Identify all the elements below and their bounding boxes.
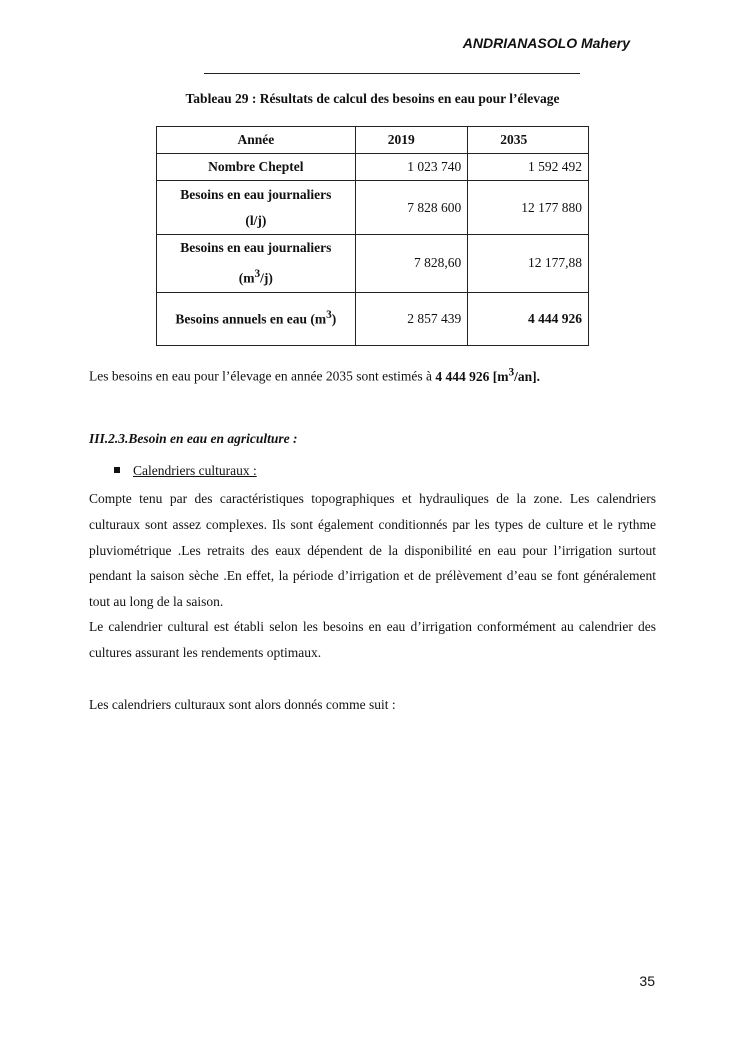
- bullet-item: [114, 463, 257, 479]
- summary-value-suffix: /an].: [514, 368, 541, 384]
- header-rule: [204, 73, 580, 74]
- table-row: [157, 154, 589, 181]
- table-caption-text: Tableau 29 : Résultats de calcul des besoins en eau pour l’élevage: [185, 91, 560, 106]
- summary-line: [89, 366, 540, 385]
- livestock-water-table: [156, 126, 589, 346]
- table-row: [157, 181, 589, 235]
- cell-value-2019: 2 857 439: [355, 292, 468, 345]
- row-label: [157, 235, 356, 293]
- row-label-line2: (l/j): [245, 212, 267, 228]
- table-row: [157, 292, 589, 345]
- cell-value-2019: 7 828 600: [355, 181, 468, 235]
- paragraph: Compte tenu par des caractéristiques topographiques et hydrauliques de la zone. Les calendriers culturaux sont assez complexes. Ils sont également conditionnés par les types de culture et le rythme pluviométrique .Les retraits des eaux dépendent de la disponibilité en eau pour l’irrigation surtout pendant la saison sèche .En effet, la période d’irrigation et de prélèvement d’eau se font généralement tout au long de la saison.: [89, 491, 656, 610]
- table-caption: [0, 91, 745, 107]
- paragraph: Le calendrier cultural est établi selon les besoins en eau d’irrigation conformément au calendrier des cultures assurant les rendements optimaux.: [89, 619, 656, 660]
- cell-value-2035: 1 592 492: [468, 154, 589, 181]
- unit-superscript: 3: [254, 268, 261, 280]
- cell-value-2035: 4 444 926: [468, 292, 589, 345]
- row-label-line2: [163, 261, 349, 292]
- header-cell-2035: 2035: [468, 127, 589, 154]
- label-suffix: ): [331, 311, 337, 327]
- cell-value-2035: 12 177 880: [468, 181, 589, 235]
- header-cell-2019: 2019: [355, 127, 468, 154]
- bullet-text: Calendriers culturaux :: [133, 463, 257, 478]
- page-number: 35: [639, 973, 655, 989]
- paragraph: Les calendriers culturaux sont alors donnés comme suit :: [89, 697, 396, 712]
- cell-value-2019: 7 828,60: [355, 235, 468, 293]
- cell-value-2019: 1 023 740: [355, 154, 468, 181]
- summary-value: [435, 366, 541, 384]
- square-bullet-icon: [114, 467, 120, 473]
- unit-prefix: (m: [238, 270, 255, 286]
- row-label: [157, 181, 356, 235]
- summary-value-superscript: 3: [508, 366, 515, 378]
- row-label: Nombre Cheptel: [157, 154, 356, 181]
- section-heading: III.2.3.Besoin en eau en agriculture :: [89, 431, 298, 446]
- row-label-line1: Besoins en eau journaliers: [180, 240, 332, 255]
- label-prefix: Besoins annuels en eau (m: [175, 311, 327, 327]
- header-author: ANDRIANASOLO Mahery: [462, 35, 630, 51]
- label-superscript: 3: [326, 309, 332, 322]
- summary-text: Les besoins en eau pour l’élevage en année 2035 sont estimés à: [89, 368, 436, 384]
- table-header-row: [157, 127, 589, 154]
- cell-value-2035: 12 177,88: [468, 235, 589, 293]
- summary-value-prefix: 4 444 926 [m: [435, 368, 509, 384]
- row-label-line1: Besoins en eau journaliers: [180, 186, 332, 202]
- table-row: [157, 235, 589, 293]
- header-cell-year: Année: [157, 127, 356, 154]
- unit-suffix: /j): [260, 270, 273, 286]
- row-label: [157, 292, 356, 345]
